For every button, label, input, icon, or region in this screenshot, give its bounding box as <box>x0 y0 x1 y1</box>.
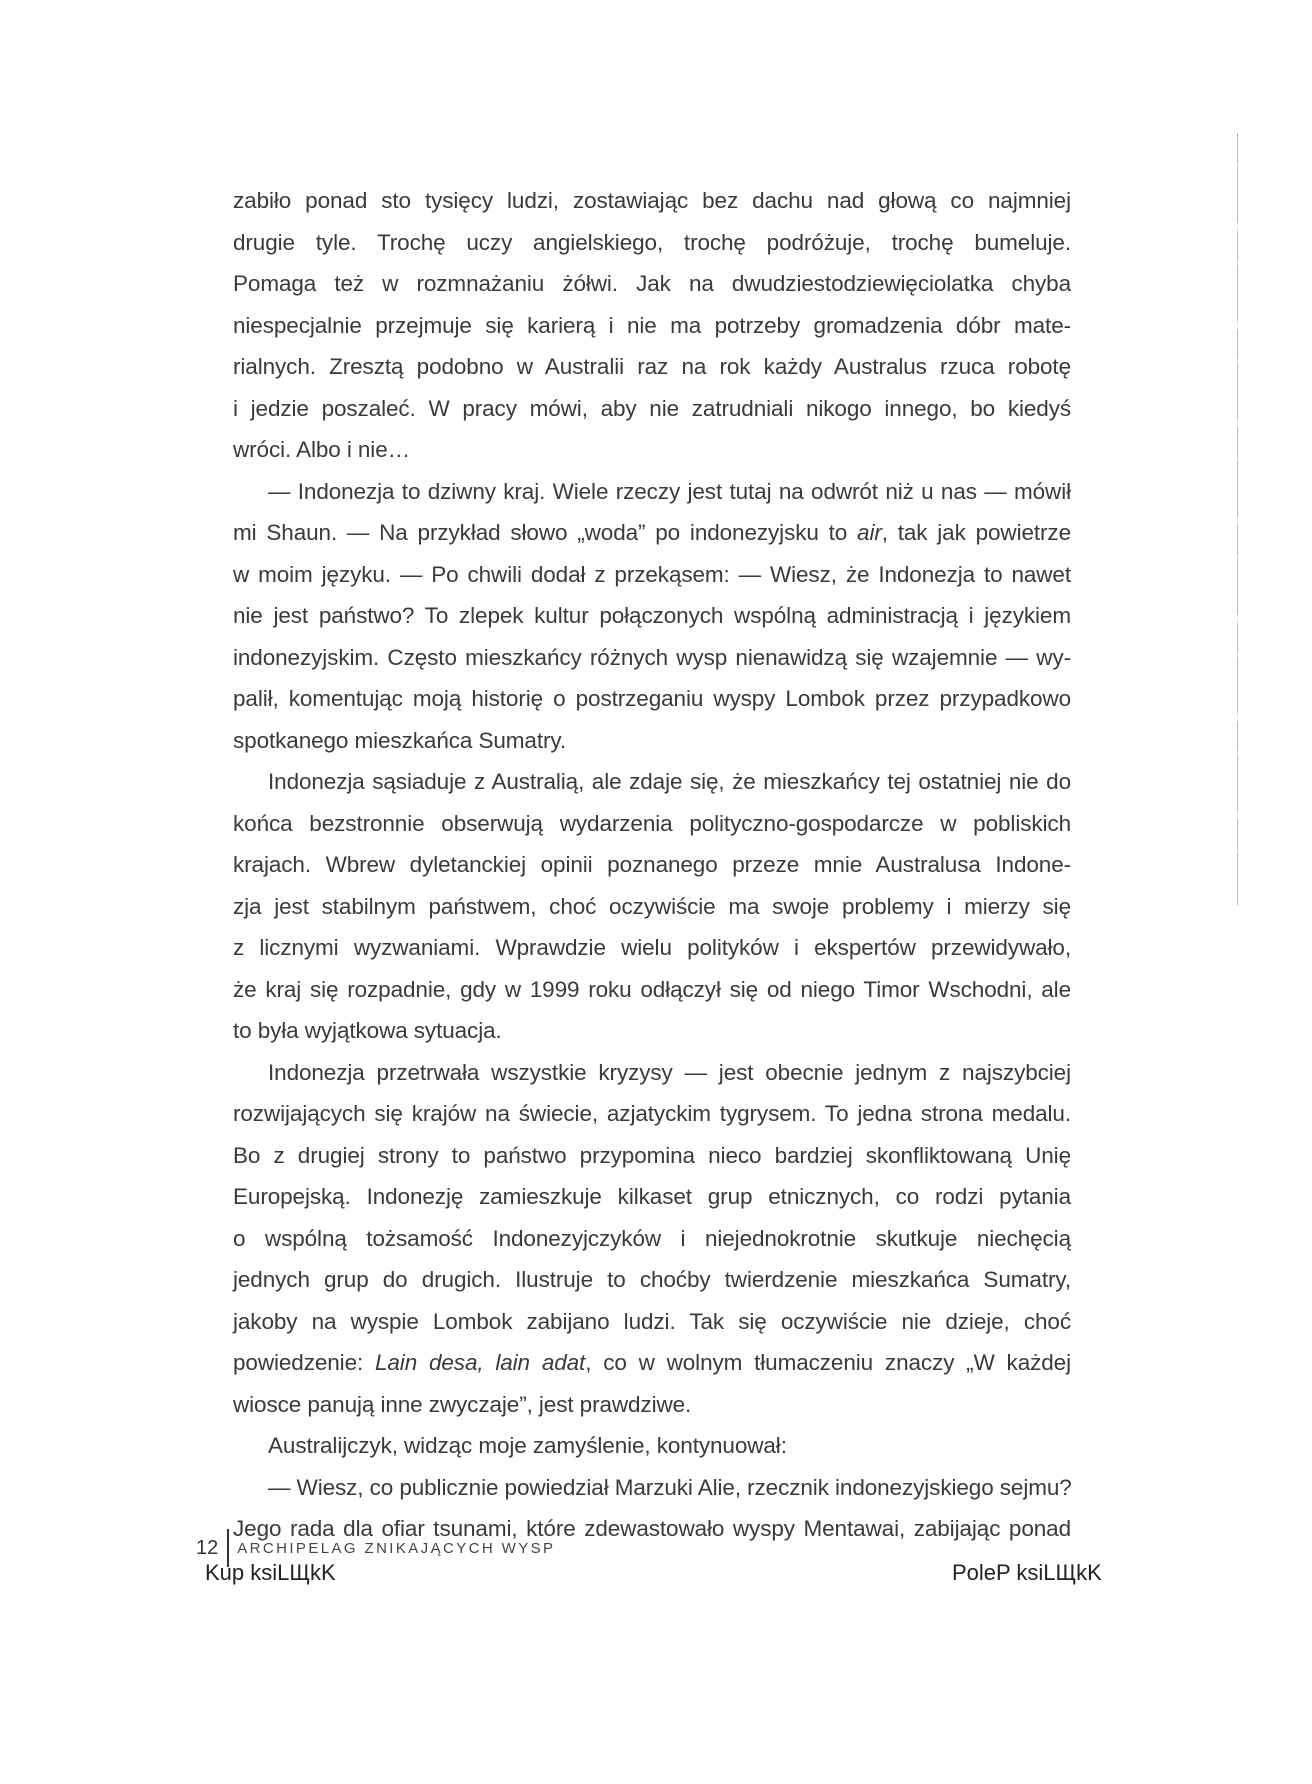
buy-book-link[interactable]: Kup ksiLЩkK <box>205 1560 336 1585</box>
text-line: jednych grup do drugich. Ilustruje to choćby twierdzenie mieszkańca Sumatry, <box>233 1267 1071 1292</box>
text-line: w moim języku. — Po chwili dodał z przekąsem: — Wiesz, że Indonezja to nawet <box>233 561 1071 587</box>
text-line: krajach. Wbrew dyletanckiej opinii poznanego przeze mnie Australusa Indone- <box>233 852 1071 877</box>
text-line: niespecjalnie przejmuje się karierą i nie ma potrzeby gromadzenia dóbr mate- <box>233 312 1071 338</box>
page-number: 12 <box>196 1536 219 1559</box>
text-segment: mi Shaun. — Na przykład słowo „woda” po indonezyjsku to <box>233 520 858 545</box>
text-line: drugie tyle. Trochę uczy angielskiego, trochę podróżuje, trochę bumeluje. <box>233 229 1071 255</box>
text-line: zja jest stabilnym państwem, choć oczywiście ma swoje problemy i mierzy się <box>233 893 1071 919</box>
text-line: jakoby na wyspie Lombok zabijano ludzi. Tak się oczywiście nie dzieje, choć <box>233 1308 1071 1334</box>
text-line: spotkanego mieszkańca Sumatry. <box>233 727 566 753</box>
text-line: wiosce panują inne zwyczaje”, jest prawdziwe. <box>233 1391 692 1417</box>
text-line: Indonezja przetrwała wszystkie kryzysy — jest obecnie jednym z najszybciej <box>268 1059 1071 1085</box>
text-line: Bo z drugiej strony to państwo przypomina nieco bardziej skonfliktowaną Unię <box>233 1142 1071 1168</box>
text-line: to była wyjątkowa sytuacja. <box>233 1018 502 1043</box>
text-line: i jedzie poszaleć. W pracy mówi, aby nie zatrudniali nikogo innego, bo kiedyś <box>233 395 1071 421</box>
text-line: wróci. Albo i nie… <box>233 437 411 462</box>
text-line: z licznymi wyzwaniami. Wprawdzie wielu polityków i ekspertów przewidywało, <box>233 935 1071 960</box>
text-line: o wspólną tożsamość Indonezyjczyków i niejednokrotnie skutkuje niechęcią <box>233 1225 1071 1251</box>
text-line: Pomaga też w rozmnażaniu żółwi. Jak na dwudziestodziewięciolatka chyba <box>233 271 1071 296</box>
body-text <box>233 180 1071 1550</box>
text-line: Indonezja sąsiaduje z Australią, ale zdaje się, że mieszkańcy tej ostatniej nie do <box>268 769 1071 794</box>
italic-phrase: Lain desa, lain adat <box>374 1350 586 1375</box>
italic-word: air <box>857 520 882 545</box>
text-line: palił, komentując moją historię o postrzeganiu wyspy Lombok przez przypadkowo <box>233 686 1071 711</box>
text-line: zabiło ponad sto tysięcy ludzi, zostawiając bez dachu nad głową co najmniej <box>233 188 1071 213</box>
text-line: rialnych. Zresztą podobno w Australii raz na rok każdy Australus rzuca robotę <box>233 354 1071 379</box>
text-line: że kraj się rozpadnie, gdy w 1999 roku odłączył się od niego Timor Wschodni, ale <box>233 976 1071 1002</box>
text-line <box>233 512 1071 554</box>
text-line <box>233 1342 1071 1384</box>
margin-rule <box>1237 133 1238 905</box>
text-segment: , tak jak powietrze <box>881 520 1071 545</box>
recommend-book-link[interactable]: PoleP ksiLЩkK <box>952 1560 1102 1585</box>
text-line: — Indonezja to dziwny kraj. Wiele rzeczy jest tutaj na odwrót niż u nas — mówił <box>268 478 1071 504</box>
text-segment: , co w wolnym tłumaczeniu znaczy „W każdej <box>585 1350 1071 1375</box>
text-line: rozwijających się krajów na świecie, azjatyckim tygrysem. To jedna strona medalu. <box>233 1101 1071 1126</box>
text-segment: powiedzenie: <box>233 1350 375 1375</box>
running-title: ARCHIPELAG ZNIKAJĄCYCH WYSP <box>237 1539 556 1557</box>
text-line: końca bezstronnie obserwują wydarzenia polityczno-gospodarcze w pobliskich <box>233 810 1071 836</box>
text-line: nie jest państwo? To zlepek kultur połączonych wspólną administracją i językiem <box>233 603 1071 628</box>
text-line: Australijczyk, widząc moje zamyślenie, kontynuował: <box>268 1433 787 1458</box>
text-line: Jego rada dla ofiar tsunami, które zdewastowało wyspy Mentawai, zabijając ponad <box>233 1516 1071 1541</box>
text-line: Europejską. Indonezję zamieszkuje kilkaset grup etnicznych, co rodzi pytania <box>233 1184 1071 1209</box>
text-line: — Wiesz, co publicznie powiedział Marzuki Alie, rzecznik indonezyjskiego sejmu? <box>268 1474 1072 1500</box>
text-line: indonezyjskim. Często mieszkańcy różnych wysp nienawidzą się wzajemnie — wy- <box>233 644 1071 670</box>
